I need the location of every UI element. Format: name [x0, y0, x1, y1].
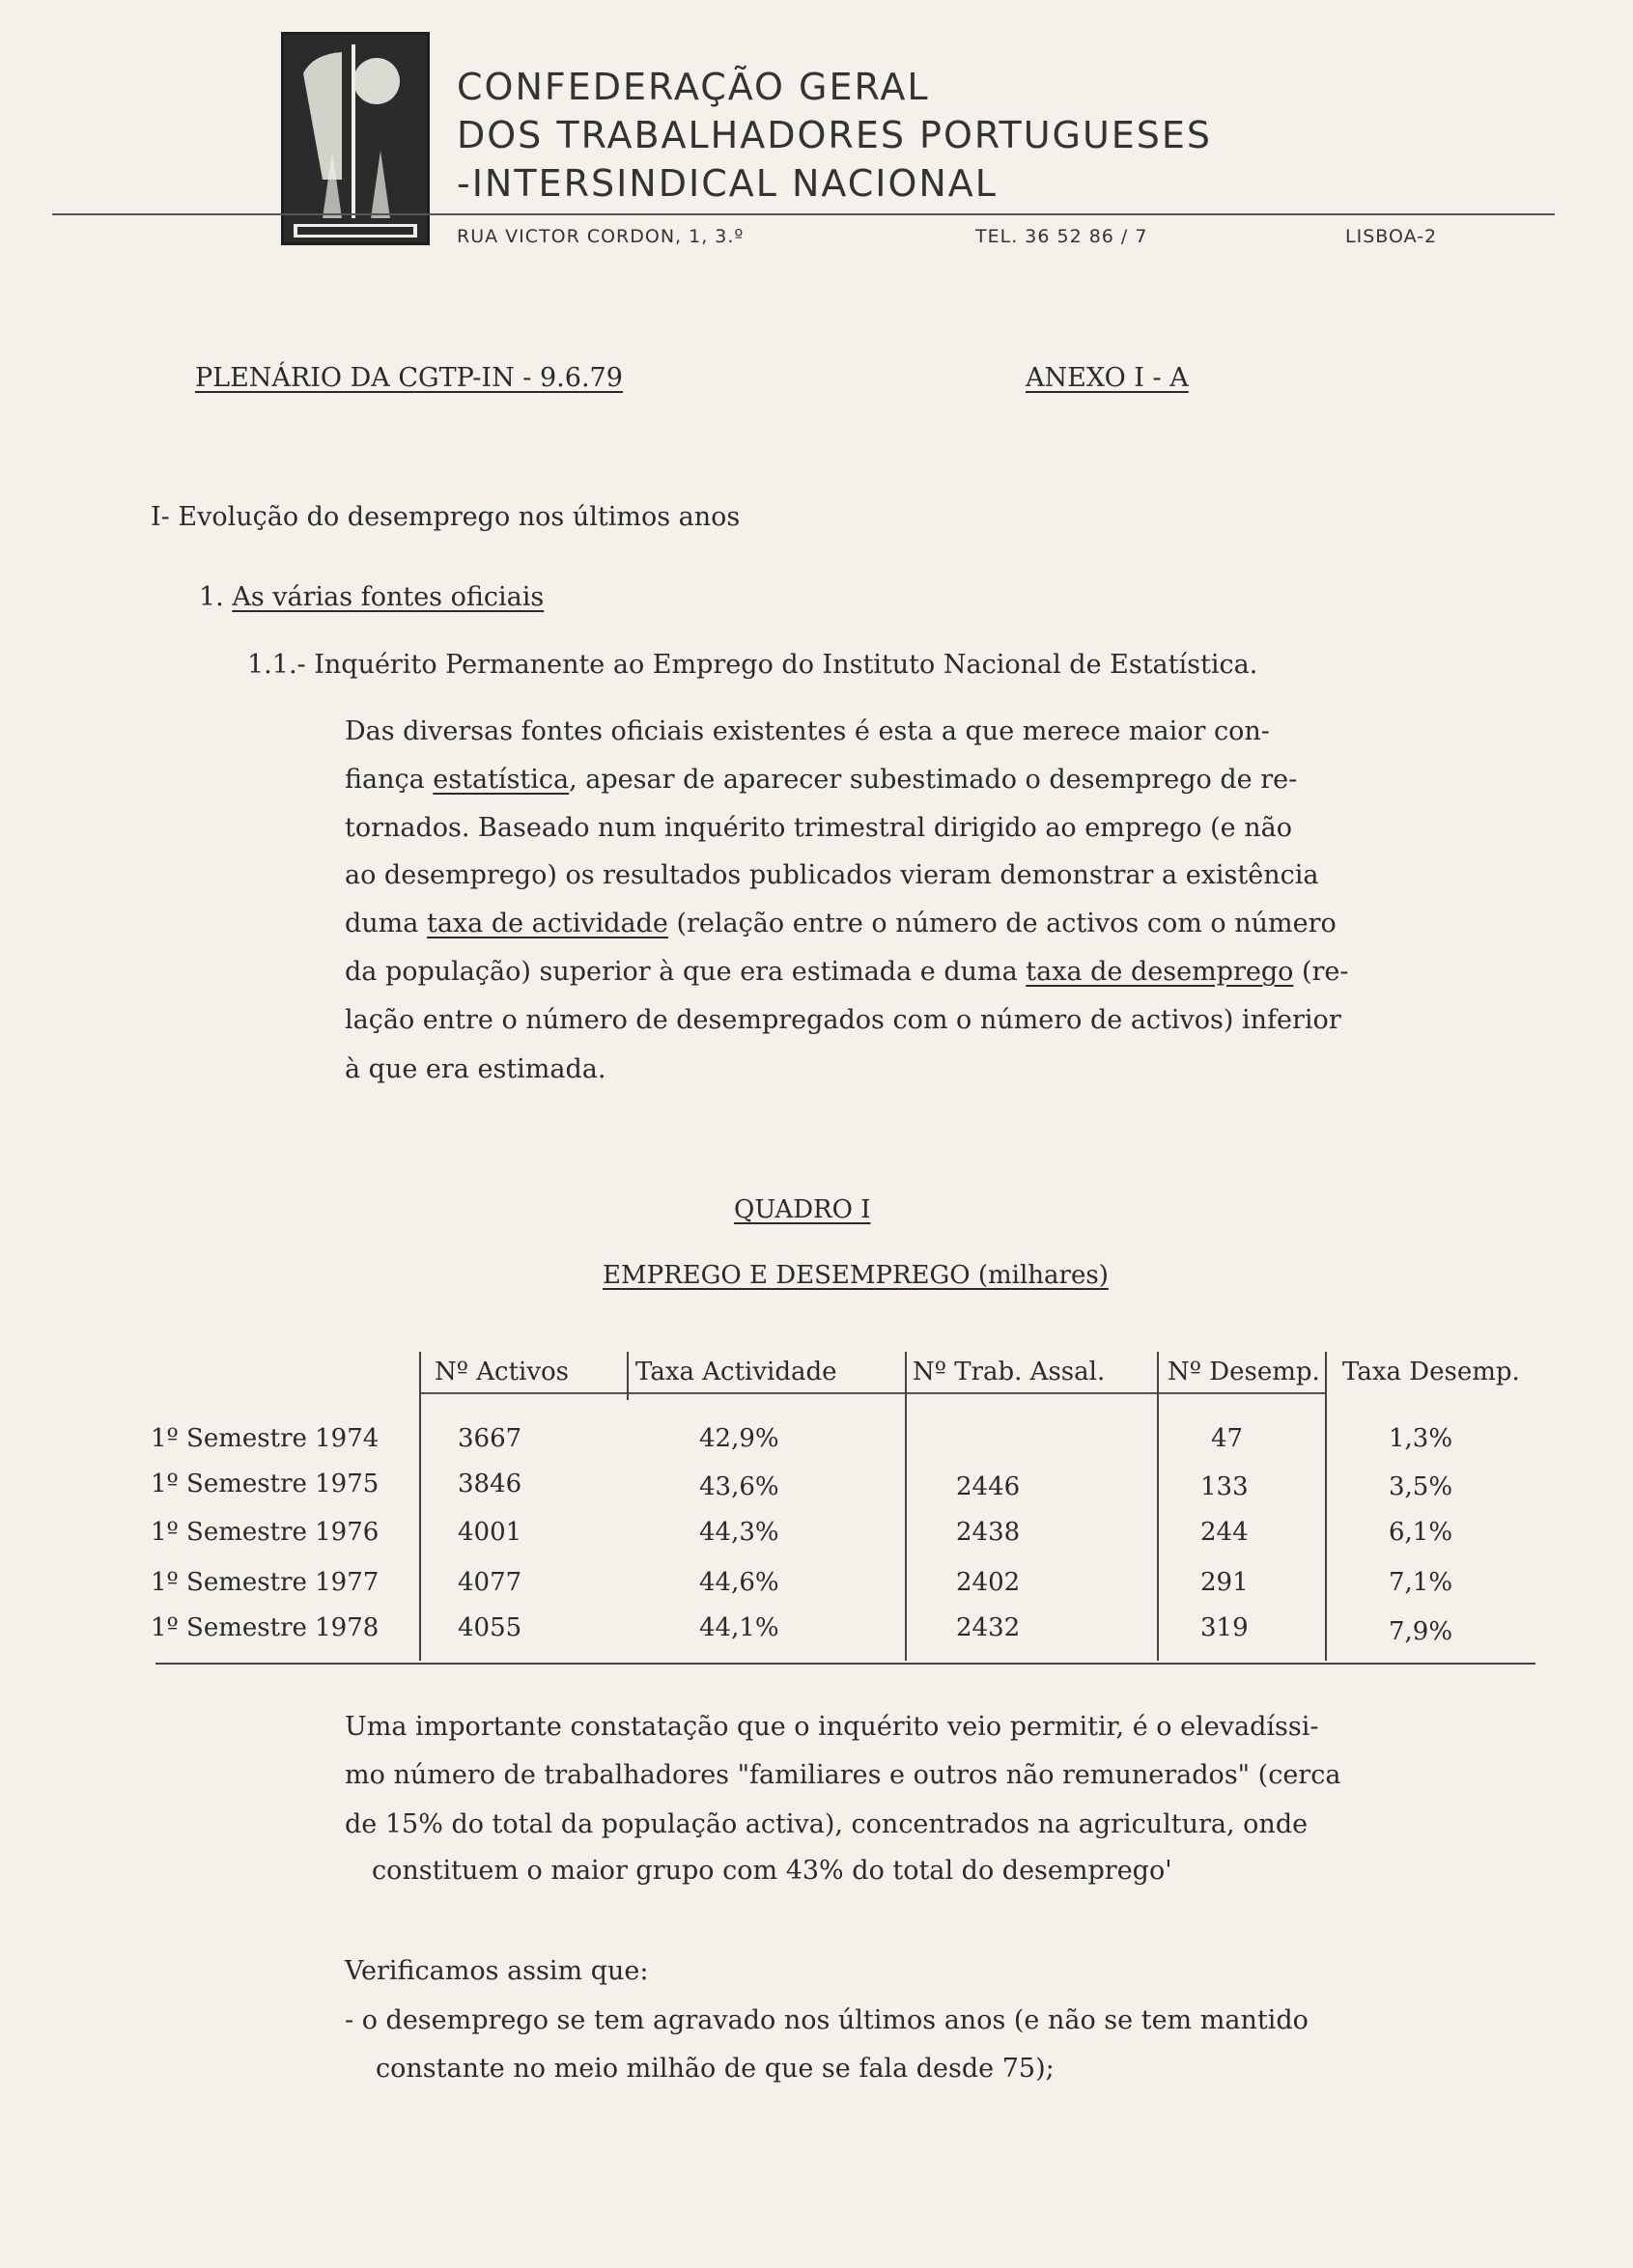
- para2-line: constituem o maior grupo com 43% do total do desemprego': [372, 1856, 1172, 1886]
- org-name-line1: CONFEDERAÇÃO GERAL: [457, 66, 930, 108]
- header-rule: [52, 213, 1555, 215]
- para1-line: tornados. Baseado num inquérito trimestral dirigido ao emprego (e não: [345, 813, 1292, 843]
- table-col-rule: [1325, 1352, 1327, 1661]
- table-cell-taxa-des: 7,9%: [1389, 1617, 1453, 1646]
- para1-text: da população) superior à que era estimada e duma: [345, 957, 1027, 987]
- subsection-title: [199, 582, 544, 612]
- table-header-desemp: Nº Desemp.: [1168, 1358, 1320, 1386]
- section-title: I- Evolução do desemprego nos últimos anos: [151, 502, 741, 532]
- meeting-heading: PLENÁRIO DA CGTP-IN - 9.6.79: [195, 363, 623, 393]
- table-cell-activos: 4055: [458, 1613, 522, 1642]
- table-title: EMPREGO E DESEMPREGO (milhares): [603, 1261, 1109, 1290]
- para2-line: Uma importante constatação que o inquérito veio permitir, é o elevadíssi-: [345, 1712, 1319, 1742]
- para1-underlined: estatística: [433, 765, 570, 795]
- header-city: LISBOA-2: [1345, 226, 1438, 247]
- table-cell-taxa-act: 42,9%: [699, 1424, 779, 1453]
- para1-line: [345, 909, 1337, 938]
- table-cell-activos: 4001: [458, 1518, 522, 1547]
- para2-line: de 15% do total da população activa), concentrados na agricultura, onde: [345, 1809, 1309, 1839]
- para1-text: (relação entre o número de activos com o número: [667, 909, 1337, 938]
- table-label: QUADRO I: [734, 1195, 871, 1224]
- subsection-number: 1.: [199, 582, 233, 612]
- table-cell-trab: 2438: [956, 1518, 1021, 1547]
- table-cell-taxa-des: 6,1%: [1389, 1518, 1453, 1547]
- para1-line: [345, 957, 1349, 987]
- para1-line: Das diversas fontes oficiais existentes é esta a que merece maior con-: [345, 716, 1270, 746]
- table-cell-period: 1º Semestre 1978: [151, 1613, 380, 1642]
- table-cell-trab: 2432: [956, 1613, 1021, 1642]
- table-cell-desemp: 319: [1200, 1613, 1249, 1642]
- table-cell-taxa-des: 3,5%: [1389, 1472, 1453, 1501]
- table-col-rule: [905, 1352, 907, 1661]
- table-cell-activos: 4077: [458, 1568, 522, 1597]
- org-name-line2: DOS TRABALHADORES PORTUGUESES: [457, 114, 1213, 156]
- para1-underlined: taxa de desemprego: [1026, 957, 1294, 987]
- para3-line: - o desemprego se tem agravado nos últimos anos (e não se tem mantido: [345, 2005, 1309, 2035]
- table-header-activos: Nº Activos: [435, 1358, 570, 1386]
- table-cell-period: 1º Semestre 1976: [151, 1518, 380, 1547]
- para1-text: (re-: [1293, 957, 1349, 987]
- header-phone: TEL. 36 52 86 / 7: [975, 226, 1148, 247]
- para1-line: ao desemprego) os resultados publicados vieram demonstrar a existência: [345, 860, 1319, 890]
- table-cell-taxa-act: 43,6%: [699, 1472, 779, 1501]
- table-cell-period: 1º Semestre 1977: [151, 1568, 380, 1597]
- table-cell-desemp: 244: [1200, 1518, 1249, 1547]
- para3-line: constante no meio milhão de que se fala desde 75);: [376, 2054, 1055, 2084]
- annex-heading: ANEXO I - A: [1026, 363, 1189, 393]
- table-col-rule: [419, 1352, 421, 1661]
- para1-text: duma: [345, 909, 427, 938]
- table-cell-taxa-act: 44,1%: [699, 1613, 779, 1642]
- table-cell-taxa-act: 44,6%: [699, 1568, 779, 1597]
- table-col-rule: [627, 1352, 629, 1400]
- table-cell-activos: 3667: [458, 1424, 522, 1453]
- para2-line: mo número de trabalhadores "familiares e outros não remunerados" (cerca: [345, 1760, 1341, 1790]
- table-header-rule: [419, 1392, 1325, 1394]
- para3-line: Verificamos assim que:: [345, 1956, 649, 1986]
- table-bottom-rule: [155, 1663, 1535, 1665]
- para1-line: à que era estimada.: [345, 1054, 606, 1084]
- table-cell-activos: 3846: [458, 1470, 522, 1498]
- table-cell-taxa-act: 44,3%: [699, 1518, 779, 1547]
- table-header-taxa-desemp: Taxa Desemp.: [1342, 1358, 1520, 1386]
- para1-text: fiança: [345, 765, 434, 795]
- table-cell-desemp: 133: [1200, 1472, 1249, 1501]
- para1-underlined: taxa de actividade: [426, 909, 668, 938]
- subsubsection-title: 1.1.- Inquérito Permanente ao Emprego do Instituto Nacional de Estatística.: [247, 650, 1258, 680]
- header-address: RUA VICTOR CORDON, 1, 3.º: [457, 226, 745, 247]
- table-cell-taxa-des: 7,1%: [1389, 1568, 1453, 1597]
- table-header-trab-assal: Nº Trab. Assal.: [913, 1358, 1106, 1386]
- table-cell-desemp: 291: [1200, 1568, 1249, 1597]
- para1-line: lação entre o número de desempregados com o número de activos) inferior: [345, 1005, 1341, 1035]
- table-cell-taxa-des: 1,3%: [1389, 1424, 1453, 1453]
- table-cell-trab: 2446: [956, 1472, 1021, 1501]
- table-cell-trab: 2402: [956, 1568, 1021, 1597]
- table-cell-desemp: 47: [1211, 1424, 1244, 1453]
- org-name-line3: -INTERSINDICAL NACIONAL: [457, 162, 998, 205]
- para1-line: [345, 765, 1297, 795]
- subsection-text: As várias fontes oficiais: [232, 582, 545, 612]
- table-header-taxa-actividade: Taxa Actividade: [635, 1358, 837, 1386]
- table-col-rule: [1157, 1352, 1159, 1661]
- logo-emblem-icon: [284, 35, 427, 242]
- table-cell-period: 1º Semestre 1974: [151, 1424, 380, 1453]
- para1-text: , apesar de aparecer subestimado o desemprego de re-: [569, 765, 1298, 795]
- table-cell-period: 1º Semestre 1975: [151, 1470, 380, 1498]
